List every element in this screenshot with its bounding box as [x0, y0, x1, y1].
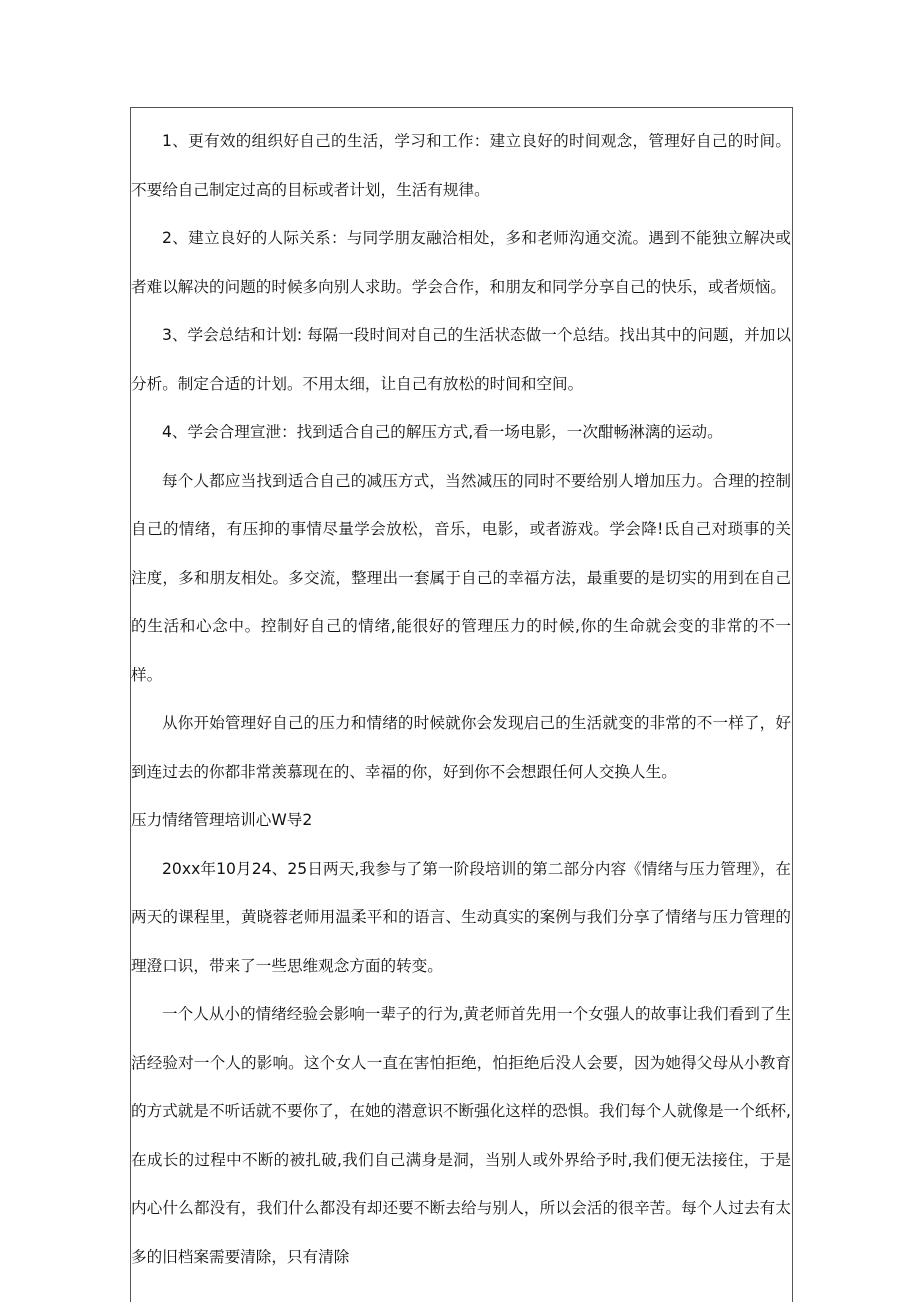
paragraph-conclusion: 从你开始管理好自己的压力和情绪的时候就你会发现启己的生活就变的非常的不一样了，好到连过去的你都非常羡慕现在的、幸福的你，好到你不会想跟任何人交换人生。: [131, 714, 791, 781]
section-title: 压力情绪管理培训心W导2: [131, 811, 313, 829]
paragraph-training-intro: 20xx年10月24、25日两天,我参与了第一阶段培训的第二部分内容《情绪与压力管理》，在两天的课程里，黄晓蓉老师用温柔平和的语言、生动真实的案例与我们分享了情绪与压力管理的理澄口识，带来了一些思维观念方面的转变。: [131, 859, 791, 975]
paragraph-time-management: 1、更有效的组织好自己的生活，学习和工作：建立良好的时间观念，管理好自己的时间。不要给自己制定过高的目标或者计划，生活有规律。: [131, 132, 791, 199]
paragraph-emotion-experience: 一个人从小的情绪经验会影响一辈子的行为,黄老师首先用一个女强人的故事让我们看到了生活经验对一个人的影响。这个女人一直在害怕拒绝，怕拒绝后没人会要，因为她得父母从小教育的方式就是不听话就不要你了，在她的潜意识不断强化这样的恐惧。我们每个人就像是一个纸杯,在成长的过程中不断的被扎破,我们自己满身是洞，当别人或外界给予时,我们便无法接住，于是内心什么都没有，我们什么都没有却还要不断去给与别人，所以会活的很辛苦。每个人过去有太多的旧档案需要清除，只有清除: [131, 1005, 791, 1266]
paragraph-relationships: 2、建立良好的人际关系：与同学朋友融洽相处，多和老师沟通交流。遇到不能独立解决或者难以解决的问题的时候多向别人求助。学会合作，和朋友和同学分享自己的快乐，或者烦恼。: [131, 229, 791, 296]
paragraph-stress-relief: 每个人都应当找到适合自己的减压方式，当然减压的同时不要给别人增加压力。合理的控制自己的情绪，有压抑的事情尽量学会放松，音乐，电影，或者游戏。学会降!氐自己对琐事的关注度，多和朋友相处。多交流，整理出一套属于自己的幸福方法，最重要的是切实的用到在自己的生活和心念中。控制好自己的情绪,能很好的管理压力的时候,你的生命就会变的非常的不一样。: [131, 471, 791, 684]
paragraph-release: 4、学会合理宣泄：找到适合自己的解压方式,看一场电影，一次酣畅淋漓的运动。: [162, 423, 723, 441]
paragraph-summary-plan: 3、学会总结和计划: 每隔一段时间对自己的生活状态做一个总结。找出其中的问题，并加以分析。制定合适的计划。不用太细，让自己有放松的时间和空间。: [131, 326, 791, 393]
document-body: [131, 117, 791, 1281]
